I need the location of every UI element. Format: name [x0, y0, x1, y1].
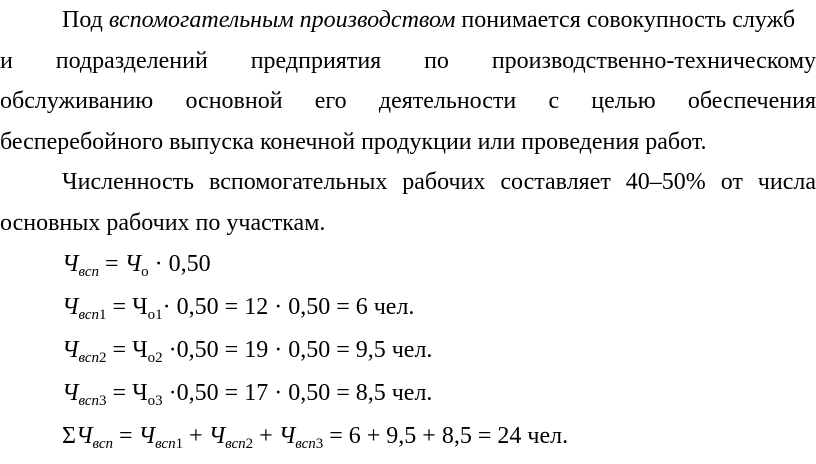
- paragraph-line: основных рабочих по участкам.: [0, 209, 326, 236]
- formula-section-1: $Ч_{всп1} = Ч_{о1}\cdot 0,50 = 12 \cdot 0,50 = 6$ чел.: [62, 294, 415, 323]
- paragraph-line: и подразделений предприятия по производственно-техническому: [0, 47, 816, 74]
- paragraph-line: Численность вспомогательных рабочих составляет 40–50% от числа: [62, 169, 816, 195]
- paragraph-line: бесперебойного выпуска конечной продукции или проведения работ.: [0, 128, 707, 155]
- paragraph-headcount: [0, 162, 816, 243]
- formula-section-3: $Ч_{всп3} = Ч_{о3} \cdot 0,50 = 17 \cdot 0,50 = 8,5$ чел.: [62, 380, 433, 409]
- formula-section-2: $Ч_{всп2} = Ч_{о2} \cdot 0,50 = 19 \cdot 0,50 = 9,5$ чел.: [62, 337, 433, 366]
- paragraph-definition: [0, 0, 816, 162]
- formula-block: [62, 243, 802, 458]
- paragraph-line: обслуживанию основной его деятельности с целью обеспечения: [0, 88, 816, 114]
- formula-total: $\Sigma Ч_{всп} = Ч_{всп1} + Ч_{всп2} + Ч_{всп3} = 6 + 9,5 + 8,5 = 24$ чел.: [62, 423, 569, 452]
- formula-general: $Ч_{всп} = Ч_о \cdot 0,50$: [62, 251, 211, 280]
- paragraph-line: Под вспомогательным производством понимается совокупность служб: [62, 7, 796, 33]
- italic-term: вспомогательным производством: [108, 7, 456, 33]
- sigma-symbol: Σ: [62, 423, 76, 449]
